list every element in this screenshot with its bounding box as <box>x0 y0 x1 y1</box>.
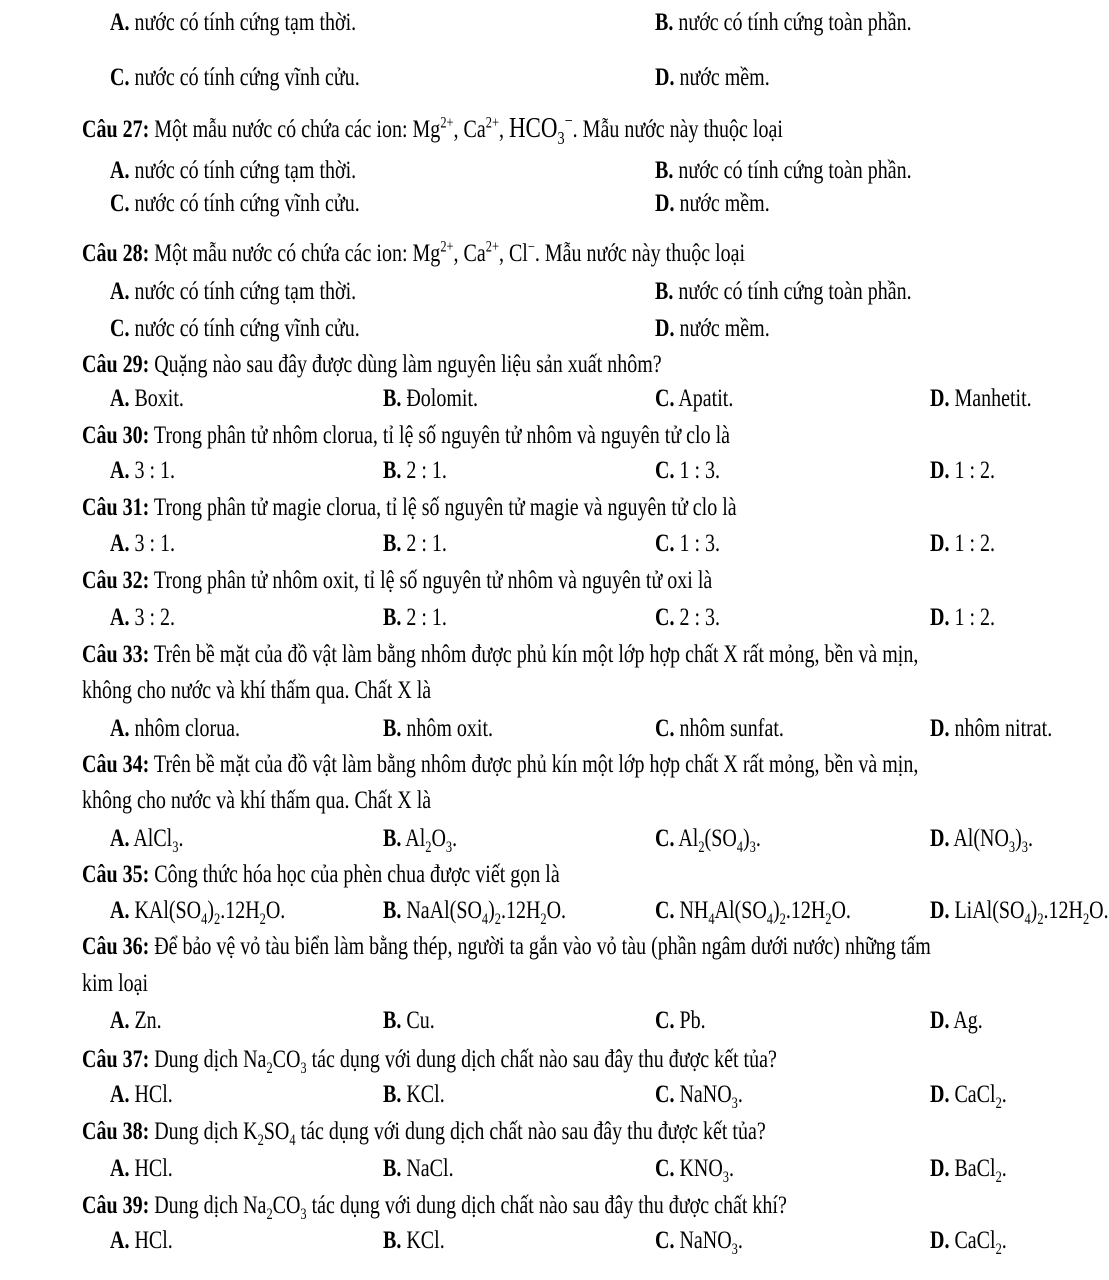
answer-option <box>110 822 183 855</box>
line-content: Công thức hóa học của phèn chua được viết gọn là <box>149 861 560 888</box>
line-content: Apatit. <box>674 385 734 412</box>
option-label: C. <box>655 385 675 412</box>
text-line <box>0 61 819 94</box>
option-label: D. <box>930 1227 950 1254</box>
question-number: Câu 27: <box>82 116 150 143</box>
question-line <box>0 638 919 671</box>
answer-option <box>930 382 1032 415</box>
line-content: Pb. <box>674 1007 706 1034</box>
text-line <box>0 1078 1007 1112</box>
answer-option <box>655 1152 734 1185</box>
option-label: C. <box>655 1227 675 1254</box>
question-number: Câu 35: <box>82 861 150 888</box>
option-label: A. <box>110 1007 130 1034</box>
line-content: Trên bề mặt của đồ vật làm bằng nhôm được phủ kín một lớp hợp chất X rất mỏng, bền và mịn, <box>149 641 919 668</box>
line-content: nước có tính cứng tạm thời. <box>129 9 357 36</box>
question-text <box>82 237 745 270</box>
answer-option <box>110 894 285 927</box>
text-line <box>0 382 1032 415</box>
line-content: CaCl$_2$. <box>949 1081 1007 1112</box>
option-label: A. <box>110 457 130 484</box>
option-label: C. <box>655 604 675 631</box>
answer-option <box>655 6 912 39</box>
answer-option <box>110 601 175 634</box>
line-content: KCl. <box>401 1081 445 1108</box>
option-label: D. <box>930 604 950 631</box>
question-number: Câu 30: <box>82 422 150 449</box>
line-content: Dung dịch $K_2SO_4$ tác dụng với dung dịch chất nào sau đây thu được kết tủa? <box>149 1118 766 1149</box>
option-label: C. <box>110 315 130 342</box>
line-content: nước mềm. <box>674 64 770 91</box>
line-content: nước có tính cứng toàn phần. <box>673 9 912 36</box>
option-label: A. <box>110 604 130 631</box>
text-line <box>0 1224 1007 1258</box>
line-content: $Al_2O_3$. <box>401 825 458 856</box>
text-line <box>0 1152 1007 1186</box>
option-label: A. <box>110 157 130 184</box>
answer-option <box>383 1078 445 1111</box>
answer-option <box>110 6 356 39</box>
line-content: 3 : 2. <box>129 604 176 631</box>
option-label: D. <box>930 1155 950 1182</box>
line-content: HCl. <box>129 1081 173 1108</box>
option-label: D. <box>930 457 950 484</box>
option-label: B. <box>655 278 674 305</box>
option-label: B. <box>383 1227 402 1254</box>
text-line <box>0 312 819 345</box>
option-label: B. <box>383 1155 402 1182</box>
line-content: 1 : 2. <box>949 530 996 557</box>
line-content: nước có tính cứng vĩnh cửu. <box>129 315 360 342</box>
line-content: BaCl$_2$. <box>949 1155 1007 1186</box>
line-content: $NH_4Al(SO_4)_2.12H_2O$. <box>674 897 851 928</box>
option-label: A. <box>110 385 130 412</box>
option-label: C. <box>655 897 675 924</box>
question-text <box>82 1189 787 1222</box>
answer-option <box>655 712 784 745</box>
question-line <box>0 1189 819 1222</box>
line-content: nhôm sunfat. <box>674 715 784 742</box>
question-number: Câu 37: <box>82 1046 150 1073</box>
line-content: Trên bề mặt của đồ vật làm bằng nhôm được phủ kín một lớp hợp chất X rất mỏng, bền và mịn, <box>149 751 919 778</box>
answer-option <box>655 601 720 634</box>
question-number: Câu 31: <box>82 494 150 521</box>
line-content: 1 : 3. <box>674 530 721 557</box>
option-label: B. <box>655 157 674 184</box>
option-label: A. <box>110 897 130 924</box>
option-label: D. <box>930 715 950 742</box>
continuation-text <box>82 674 431 707</box>
answer-option <box>655 382 733 415</box>
option-label: C. <box>655 530 675 557</box>
line-content: $Al(NO_3)_3$. <box>949 825 1033 856</box>
line-content: Trong phân tử nhôm oxit, tỉ lệ số nguyên tử nhôm và nguyên tử oxi là <box>149 567 713 594</box>
option-label: D. <box>930 1081 950 1108</box>
line-content: CaCl$_2$. <box>949 1227 1007 1258</box>
answer-option <box>383 454 447 487</box>
answer-option <box>930 822 1033 855</box>
line-content: nhôm nitrat. <box>949 715 1053 742</box>
line-content: Dung dịch $Na_2CO_3$ tác dụng với dung dịch chất nào sau đây thu được kết tủa? <box>149 1046 777 1077</box>
question-text <box>82 638 918 671</box>
option-label: D. <box>930 897 950 924</box>
question-text <box>82 419 730 452</box>
line-content: nước mềm. <box>674 315 770 342</box>
line-content: không cho nước và khí thấm qua. Chất X là <box>82 677 432 704</box>
option-label: C. <box>655 457 675 484</box>
line-content: 2 : 1. <box>401 457 447 484</box>
option-label: B. <box>655 9 674 36</box>
line-content: Ag. <box>949 1007 983 1034</box>
text-line <box>0 275 912 308</box>
question-number: Câu 38: <box>82 1118 150 1145</box>
question-number: Câu 29: <box>82 351 150 378</box>
text-line <box>0 894 1109 928</box>
line-content: Boxit. <box>129 385 184 412</box>
question-number: Câu 32: <box>82 567 150 594</box>
question-number: Câu 33: <box>82 641 150 668</box>
line-content: KCl. <box>401 1227 445 1254</box>
line-content: 3 : 1. <box>129 530 176 557</box>
line-content: nước có tính cứng tạm thời. <box>129 157 357 184</box>
line-content: NaNO$_3$. <box>674 1227 743 1258</box>
text-line <box>0 154 912 187</box>
line-content: nước có tính cứng toàn phần. <box>673 278 912 305</box>
line-content: Một mẫu nước có chứa các ion: $Mg^{2+}$, $Ca^{2+}$, Cl−. Mẫu nước này thuộc loại <box>149 238 746 267</box>
line-content: 2 : 3. <box>674 604 721 631</box>
question-text <box>82 564 712 597</box>
line-content: HCl. <box>129 1227 173 1254</box>
line-content: $LiAl(SO_4)_2.12H_2O$. <box>949 897 1109 928</box>
option-label: A. <box>110 1227 130 1254</box>
option-label: D. <box>655 190 675 217</box>
option-label: A. <box>110 9 130 36</box>
option-label: D. <box>655 315 675 342</box>
line-content: Đolomit. <box>401 385 479 412</box>
answer-option <box>930 601 995 634</box>
answer-option <box>930 712 1052 745</box>
answer-option <box>383 1224 445 1257</box>
option-label: A. <box>110 1155 130 1182</box>
answer-option <box>110 712 240 745</box>
line-content: nước có tính cứng vĩnh cửu. <box>129 190 360 217</box>
option-label: D. <box>930 825 950 852</box>
answer-option <box>383 1152 454 1185</box>
question-number: Câu 39: <box>82 1192 150 1219</box>
option-label: B. <box>383 1007 402 1034</box>
text-line <box>0 712 1053 745</box>
question-line <box>0 858 819 891</box>
question-line <box>0 237 819 270</box>
answer-option <box>383 601 447 634</box>
line-content: Trong phân tử magie clorua, tỉ lệ số nguyên tử magie và nguyên tử clo là <box>149 494 737 521</box>
answer-option <box>655 454 720 487</box>
line-content: $NaAl(SO_4)_2.12H_2O$. <box>401 897 567 928</box>
text-line <box>0 784 819 817</box>
question-text <box>82 930 931 963</box>
question-text <box>82 858 560 891</box>
text-line <box>0 6 912 39</box>
line-content: kim loại <box>82 970 149 997</box>
text-line <box>0 822 1033 856</box>
option-label: D. <box>655 64 675 91</box>
answer-option <box>110 1224 173 1257</box>
line-content: 1 : 2. <box>949 457 996 484</box>
option-label: C. <box>655 715 675 742</box>
line-content: $KAl(SO_4)_2.12H_2O$. <box>129 897 286 928</box>
line-content: 2 : 1. <box>401 530 447 557</box>
answer-option <box>655 154 912 187</box>
answer-option <box>383 822 457 855</box>
line-content: nước có tính cứng toàn phần. <box>673 157 912 184</box>
line-content: 3 : 1. <box>129 457 176 484</box>
option-label: D. <box>930 1007 950 1034</box>
line-content: HCl. <box>129 1155 173 1182</box>
answer-option <box>930 1152 1007 1185</box>
line-content: nước có tính cứng vĩnh cửu. <box>129 64 360 91</box>
continuation-text <box>82 967 148 1000</box>
option-label: C. <box>110 64 130 91</box>
question-text <box>82 112 783 146</box>
answer-option <box>110 187 360 220</box>
line-content: 2 : 1. <box>401 604 447 631</box>
option-label: D. <box>930 530 950 557</box>
line-content: AlCl$_3$. <box>129 825 184 856</box>
answer-option <box>110 454 175 487</box>
answer-option <box>655 822 761 855</box>
line-content: Cu. <box>401 1007 435 1034</box>
question-line <box>0 748 919 781</box>
question-number: Câu 28: <box>82 240 150 267</box>
question-line <box>0 419 819 452</box>
option-label: A. <box>110 715 130 742</box>
option-label: A. <box>110 1081 130 1108</box>
answer-option <box>655 275 912 308</box>
answer-option <box>383 1004 435 1037</box>
answer-option <box>655 1078 743 1111</box>
answer-option <box>930 894 1109 927</box>
line-content: Để bảo vệ vỏ tàu biển làm bằng thép, người ta gắn vào vỏ tàu (phần ngâm dưới nước) những tấm <box>149 933 931 960</box>
question-line <box>0 1043 819 1076</box>
question-line <box>0 348 819 381</box>
line-content: Zn. <box>129 1007 162 1034</box>
option-label: B. <box>383 825 402 852</box>
line-content: nhôm oxit. <box>401 715 494 742</box>
text-line <box>0 674 819 707</box>
question-number: Câu 34: <box>82 751 150 778</box>
answer-option <box>655 1004 706 1037</box>
answer-option <box>110 61 360 94</box>
line-content: Manhetit. <box>949 385 1032 412</box>
line-content: NaNO$_3$. <box>674 1081 743 1112</box>
option-label: B. <box>383 715 402 742</box>
answer-option <box>110 1152 173 1185</box>
answer-option <box>930 1224 1007 1257</box>
question-line <box>0 930 931 963</box>
line-content: NaCl. <box>401 1155 454 1182</box>
line-content: 1 : 2. <box>949 604 996 631</box>
option-label: B. <box>383 530 402 557</box>
line-content: không cho nước và khí thấm qua. Chất X là <box>82 787 432 814</box>
option-label: C. <box>655 825 675 852</box>
option-label: C. <box>655 1081 675 1108</box>
question-text <box>82 1115 766 1148</box>
option-label: B. <box>383 457 402 484</box>
line-content: $KNO_3$. <box>674 1155 734 1186</box>
answer-option <box>655 1224 743 1257</box>
answer-option <box>110 312 360 345</box>
line-content: Trong phân tử nhôm clorua, tỉ lệ số nguyên tử nhôm và nguyên tử clo là <box>149 422 731 449</box>
answer-option <box>930 454 995 487</box>
question-text <box>82 491 737 524</box>
option-label: C. <box>655 1155 675 1182</box>
answer-option <box>383 382 478 415</box>
continuation-text <box>82 784 431 817</box>
answer-option <box>655 61 770 94</box>
line-content: nước mềm. <box>674 190 770 217</box>
option-label: B. <box>383 385 402 412</box>
line-content: 1 : 3. <box>674 457 721 484</box>
question-number: Câu 36: <box>82 933 150 960</box>
answer-option <box>655 312 770 345</box>
question-line <box>0 110 819 148</box>
line-content: Quặng nào sau đây được dùng làm nguyên liệu sản xuất nhôm? <box>149 351 662 378</box>
text-line <box>0 967 819 1000</box>
answer-option <box>110 1004 162 1037</box>
option-label: C. <box>655 1007 675 1034</box>
text-line <box>0 454 996 487</box>
option-label: A. <box>110 278 130 305</box>
option-label: A. <box>110 825 130 852</box>
answer-option <box>655 187 770 220</box>
question-line <box>0 491 819 524</box>
text-line <box>0 1004 983 1037</box>
answer-option <box>110 154 356 187</box>
question-line <box>0 564 819 597</box>
text-line <box>0 601 996 634</box>
text-line <box>0 527 996 560</box>
question-text <box>82 748 918 781</box>
answer-option <box>383 894 566 927</box>
option-label: C. <box>110 190 130 217</box>
question-text <box>82 348 662 381</box>
answer-option <box>930 527 995 560</box>
option-label: B. <box>383 604 402 631</box>
option-label: A. <box>110 530 130 557</box>
answer-option <box>110 275 356 308</box>
question-text <box>82 1043 777 1076</box>
line-content: nước có tính cứng tạm thời. <box>129 278 357 305</box>
line-content: Một mẫu nước có chứa các ion: $Mg^{2+}$, $Ca^{2+}$, $HCO_3^-$. Mẫu nước này thuộc loại <box>149 110 783 148</box>
option-label: B. <box>383 897 402 924</box>
answer-option <box>110 382 184 415</box>
answer-option <box>110 527 175 560</box>
text-line <box>0 187 819 220</box>
option-label: D. <box>930 385 950 412</box>
answer-option <box>110 1078 173 1111</box>
question-line <box>0 1115 819 1148</box>
answer-option <box>930 1078 1007 1111</box>
line-content: Dung dịch $Na_2CO_3$ tác dụng với dung dịch chất nào sau đây thu được chất khí? <box>149 1192 787 1223</box>
answer-option <box>655 527 720 560</box>
option-label: B. <box>383 1081 402 1108</box>
line-content: nhôm clorua. <box>129 715 240 742</box>
answer-option <box>930 1004 983 1037</box>
answer-option <box>655 894 851 927</box>
answer-option <box>383 712 493 745</box>
answer-option <box>383 527 447 560</box>
line-content: $Al_2(SO_4)_3$. <box>674 825 761 856</box>
